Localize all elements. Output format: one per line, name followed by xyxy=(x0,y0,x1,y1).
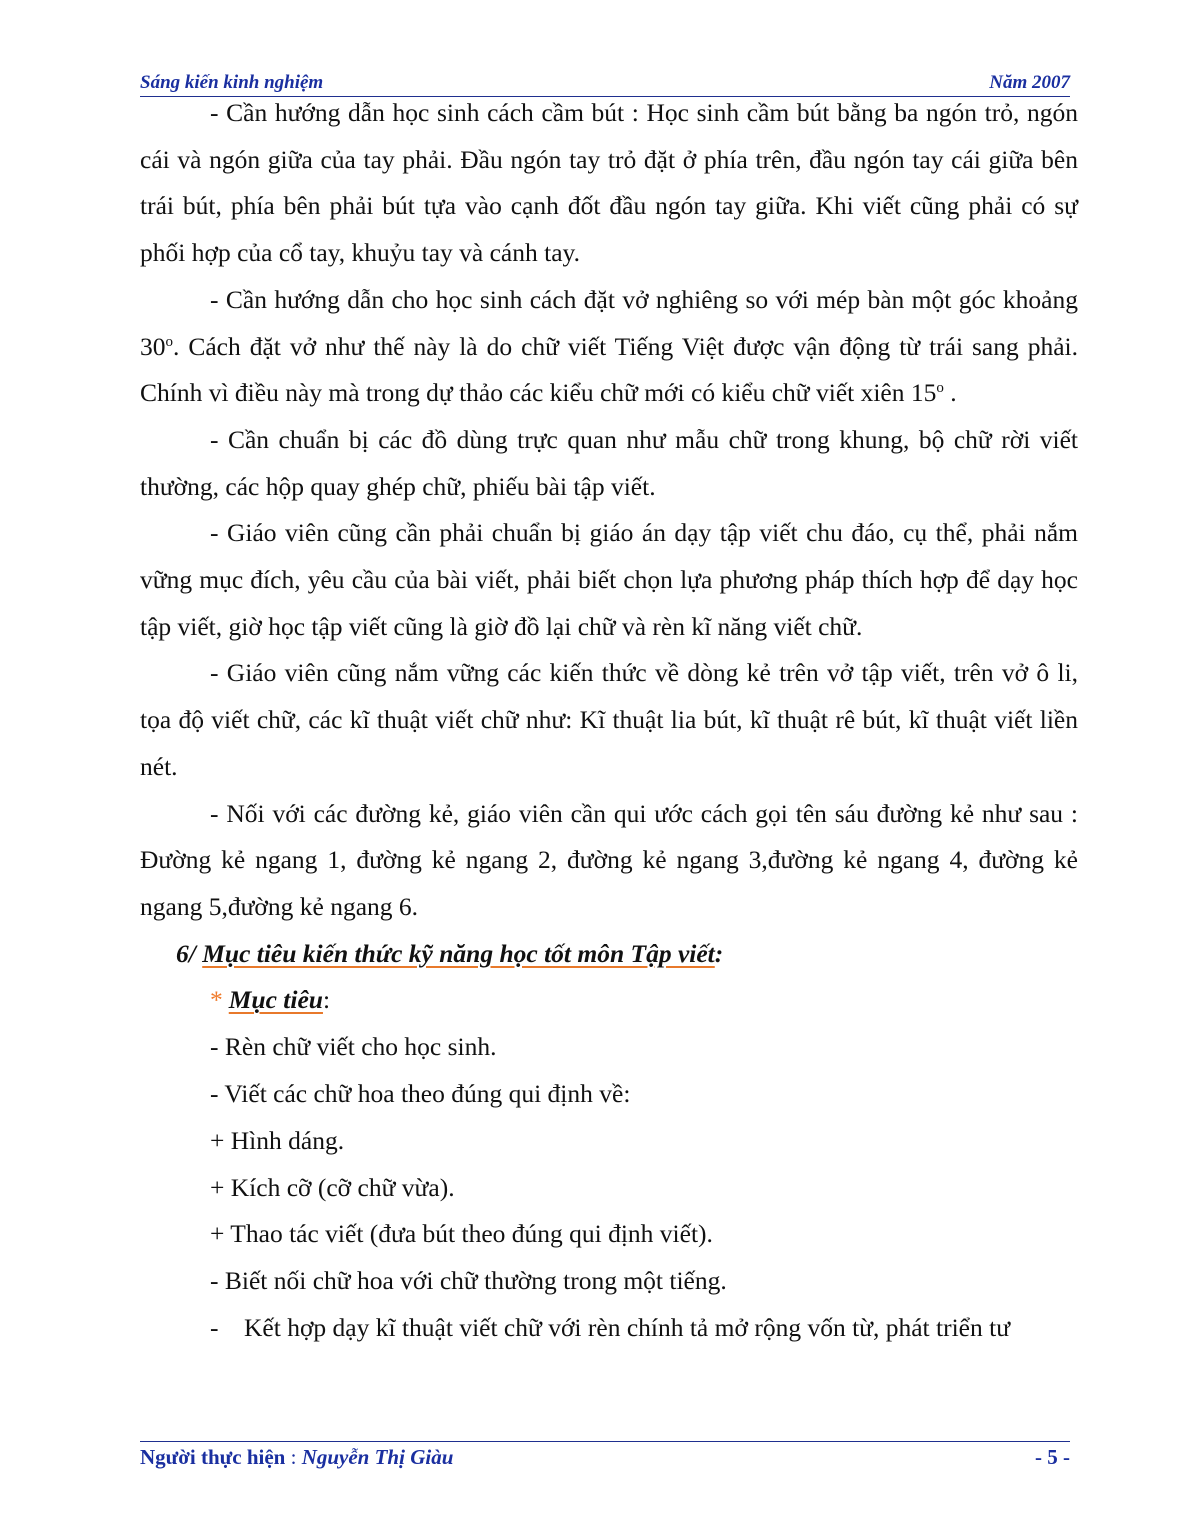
page-number: - 5 - xyxy=(1035,1445,1070,1469)
list-item xyxy=(210,1305,1078,1352)
list-item: - Biết nối chữ hoa với chữ thường trong một tiếng. xyxy=(210,1266,727,1296)
section-colon: : xyxy=(714,938,724,968)
author-line xyxy=(140,1445,453,1470)
paragraph-text: . xyxy=(943,378,957,408)
document-body xyxy=(140,90,1078,1352)
list-item: - Viết các chữ hoa theo đúng qui định về: xyxy=(210,1079,631,1109)
author-name: Nguyễn Thị Giàu xyxy=(301,1445,454,1469)
section-heading xyxy=(140,931,1078,978)
section-number: 6/ xyxy=(176,938,203,968)
section-title: Mục tiêu kiến thức kỹ năng học tốt môn Tập viết xyxy=(202,938,715,968)
header-title: Sáng kiến kinh nghiệm xyxy=(140,72,324,93)
list-item: - Rèn chữ viết cho học sinh. xyxy=(210,1032,497,1062)
bullet-star-icon: * xyxy=(210,985,223,1015)
list-item: + Kích cỡ (cỡ chữ vừa). xyxy=(210,1172,455,1202)
paragraph-line-names: - Nối với các đường kẻ, giáo viên cần qui ước cách gọi tên sáu đường kẻ như sau : Đường kẻ ngang 1, đường kẻ ngang 2, đường kẻ ngang 3,đường kẻ ngang 4, đường kẻ ngang 5,đường kẻ ngang 6. xyxy=(140,798,1078,921)
page-footer xyxy=(140,1441,1070,1482)
objectives-list xyxy=(140,1024,1078,1352)
list-dash: - xyxy=(210,1313,219,1343)
subsection-title: Mục tiêu xyxy=(228,985,323,1015)
list-item: + Hình dáng. xyxy=(210,1125,345,1155)
paragraph-lesson-plan: - Giáo viên cũng cần phải chuẩn bị giáo án dạy tập viết chu đáo, cụ thể, phải nắm vững mục đích, yêu cầu của bài viết, phải biết chọn lựa phương pháp thích hợp để dạy học tập viết, giờ học tập viết cũng là giờ đồ lại chữ và rèn kĩ năng viết chữ. xyxy=(140,518,1078,641)
list-item: + Thao tác viết (đưa bút theo đúng qui định viết). xyxy=(210,1219,713,1249)
subsection-colon: : xyxy=(322,985,331,1015)
subsection-heading xyxy=(140,977,1078,1024)
list-item-text: Kết hợp dạy kĩ thuật viết chữ với rèn chính tả mở rộng vốn từ, phát triển tư xyxy=(244,1313,1011,1343)
degree-superscript: o xyxy=(165,333,173,350)
header-year: Năm 2007 xyxy=(989,72,1070,93)
paragraph-ruled-lines: - Giáo viên cũng nắm vững các kiến thức về dòng kẻ trên vở tập viết, trên vở ô li, tọa độ viết chữ, các kĩ thuật viết chữ như: Kĩ thuật lia bút, kĩ thuật rê bút, kĩ thuật viết liền nét. xyxy=(140,658,1078,781)
paragraph-teaching-aids: - Cần chuẩn bị các đồ dùng trực quan như mẫu chữ trong khung, bộ chữ rời viết thường, các hộp quay ghép chữ, phiếu bài tập viết. xyxy=(140,424,1078,501)
degree-superscript: o xyxy=(936,380,944,397)
paragraph-notebook-angle xyxy=(140,277,1078,417)
author-colon: : xyxy=(285,1445,302,1469)
author-label: Người thực hiện xyxy=(140,1445,286,1469)
paragraph-text: - Cần hướng dẫn cho học sinh cách đặt vở nghiêng so với mép bàn một góc khoảng 30 xyxy=(140,284,1078,361)
paragraph-text: . Cách đặt vở như thế này là do chữ viết Tiếng Việt được vận động từ trái sang phải. Chính vì điều này mà trong dự thảo các kiểu chữ mới có kiểu chữ viết xiên 15 xyxy=(140,331,1078,408)
paragraph-pen-holding: - Cần hướng dẫn học sinh cách cầm bút : Học sinh cầm bút bằng ba ngón trỏ, ngón cái và ngón giữa của tay phải. Đầu ngón tay trỏ đặt ở phía trên, đầu ngón tay cái giữa bên trái bút, phía bên phải bút tựa vào cạnh đốt đầu ngón tay giữa. Khi viết cũng phải có sự phối hợp của cổ tay, khuỷu tay và cánh tay. xyxy=(140,98,1078,268)
